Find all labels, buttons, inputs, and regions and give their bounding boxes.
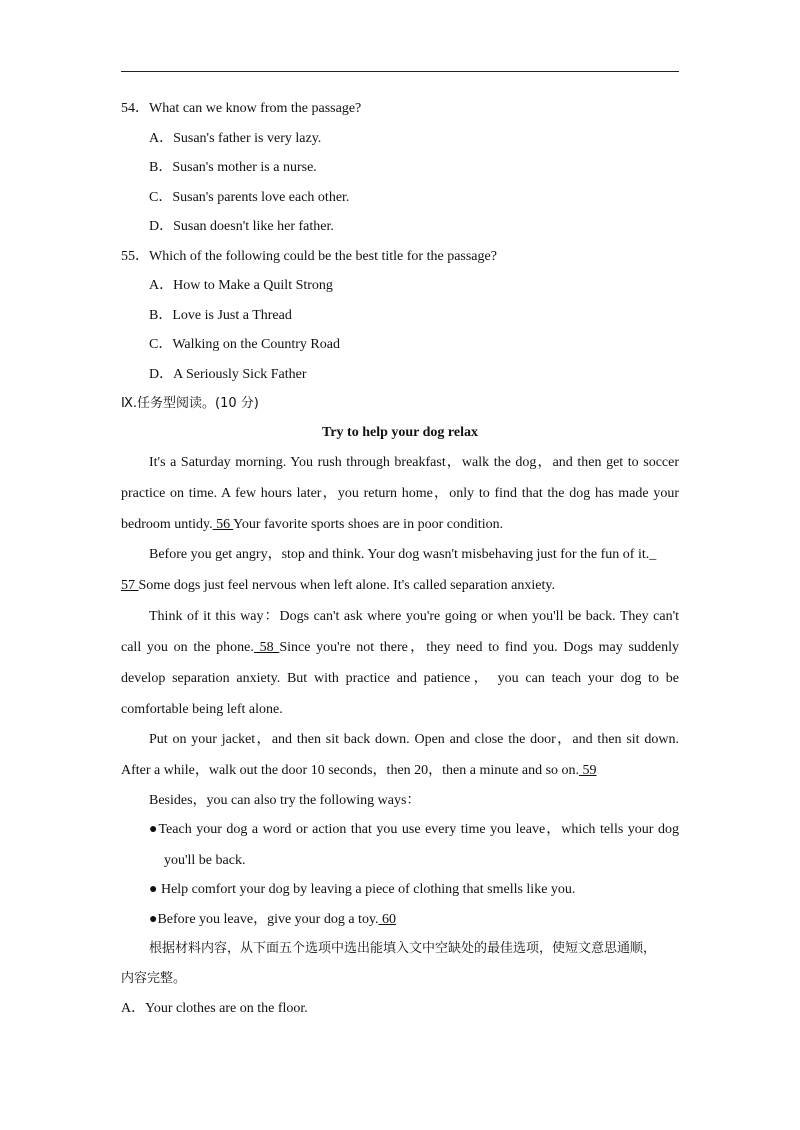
passage-p2-text-b: Some dogs just feel nervous when left alone. It's called separation anxiety.	[138, 578, 555, 593]
header-rule	[121, 71, 679, 72]
passage-p4-text-a: After a while，walk out the door 10 seconds，then 20，then a minute and so on.	[121, 763, 580, 778]
passage-p1-text-b: Your favorite sports shoes are in poor condition.	[233, 517, 504, 532]
question-55-option-b: B．Love is Just a Thread	[149, 308, 292, 323]
passage-title: Try to help your dog relax	[322, 425, 478, 440]
question-54-option-a: A．Susan's father is very lazy.	[149, 131, 322, 146]
passage-p3-text-b: Since you're not there，they need to find you. Dogs may suddenly	[279, 640, 680, 655]
question-55-option-c: C．Walking on the Country Road	[149, 337, 340, 352]
passage-p1-text-a: bedroom untidy.	[121, 517, 213, 532]
question-55-stem: 55．Which of the following could be the best title for the passage?	[121, 249, 497, 264]
passage-p2-line1: Before you get angry，stop and think. Your dog wasn't misbehaving just for the fun of it._	[149, 547, 657, 562]
bullet-3-text: ●Before you leave，give your dog a toy.	[149, 912, 379, 927]
instructions-line1-text: 根据材料内容，从下面五个选项中选出能填入文中空缺处的最佳选项，使短文意思通顺，	[149, 941, 657, 956]
instructions-line2	[121, 970, 186, 988]
question-54-option-b: B．Susan's mother is a nurse.	[149, 160, 317, 175]
passage-p3-line4: comfortable being left alone.	[121, 702, 283, 717]
instructions-line1	[149, 940, 656, 958]
blank-56: 56	[212, 517, 234, 532]
passage-p2-line2	[121, 577, 555, 595]
question-55-option-d: D．A Seriously Sick Father	[149, 367, 307, 382]
passage-p1-line3	[121, 516, 503, 534]
question-54-option-d: D．Susan doesn't like her father.	[149, 219, 334, 234]
passage-p1-line2: practice on time. A few hours later，you return home，only to find that the dog has made your	[121, 486, 679, 501]
blank-57: 57	[121, 578, 139, 593]
instructions-line2-text: 内容完整。	[121, 971, 187, 986]
passage-p4-line2	[121, 762, 597, 780]
passage-p4-line1: Put on your jacket，and then sit back down. Open and close the door，and then sit down.	[149, 732, 679, 747]
passage-p3-text-a: call you on the phone.	[121, 640, 254, 655]
bullet-3	[149, 911, 396, 929]
choice-a: A．Your clothes are on the floor.	[121, 1001, 308, 1016]
blank-58: 58	[253, 640, 280, 655]
passage-p1-line1: It's a Saturday morning. You rush through breakfast，walk the dog，and then get to soccer	[149, 455, 679, 470]
blank-60: 60	[378, 912, 397, 927]
blank-59: 59	[579, 763, 597, 778]
section-heading	[121, 395, 259, 413]
passage-p5: Besides，you can also try the following ways：	[149, 793, 421, 808]
question-54-stem: 54．What can we know from the passage?	[121, 101, 362, 116]
question-55-option-a: A．How to Make a Quilt Strong	[149, 278, 333, 293]
bullet-2: ● Help comfort your dog by leaving a piece of clothing that smells like you.	[149, 882, 576, 897]
passage-p3-line1: Think of it this way：Dogs can't ask where you're going or when you'll be back. They can't	[149, 609, 679, 624]
section-heading-text: Ⅸ.任务型阅读。(10 分)	[121, 396, 259, 411]
bullet-1-line1: ●Teach your dog a word or action that you use every time you leave，which tells your dog	[149, 822, 679, 837]
passage-p3-line3: develop separation anxiety. But with practice and patience， you can teach your dog to be	[121, 671, 679, 686]
passage-p3-line2	[121, 639, 679, 657]
question-54-option-c: C．Susan's parents love each other.	[149, 190, 350, 205]
bullet-1-line2: you'll be back.	[164, 853, 246, 868]
